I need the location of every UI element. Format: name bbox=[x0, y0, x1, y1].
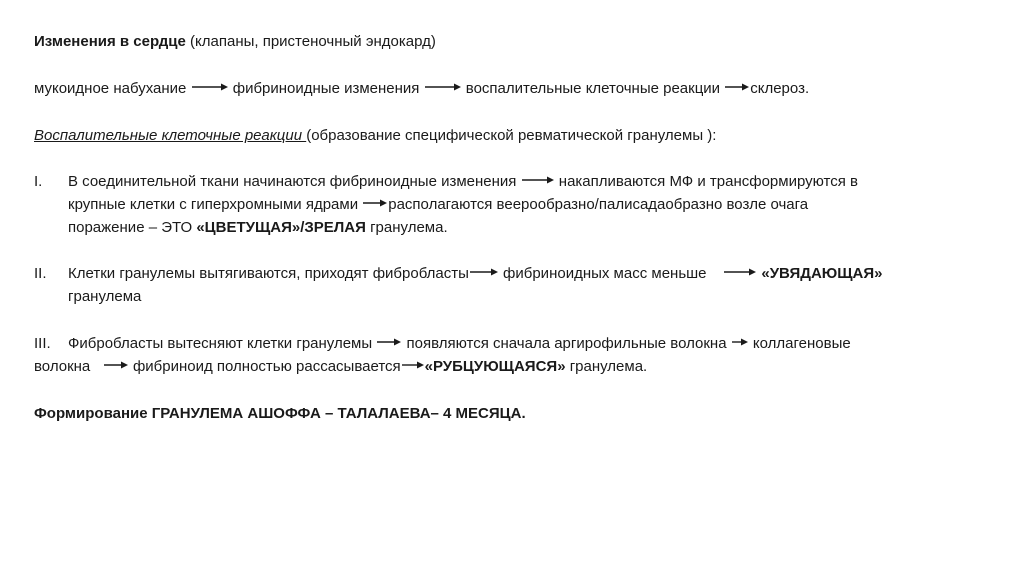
sequence-line bbox=[34, 79, 809, 99]
arrow-right-icon bbox=[191, 83, 229, 91]
arrow-right-icon bbox=[521, 176, 555, 184]
stage-2-line-1 bbox=[34, 264, 883, 284]
subheading bbox=[34, 126, 716, 146]
stage-1-line-1 bbox=[34, 172, 858, 192]
stage-3-text-b: появляются сначала аргирофильные волокна bbox=[406, 335, 727, 352]
arrow-right-icon bbox=[401, 361, 425, 369]
stage-1-line-2 bbox=[68, 195, 808, 215]
stage-1-bold: «ЦВЕТУЩАЯ»/ЗРЕЛАЯ bbox=[196, 219, 366, 236]
stage-2-line-2 bbox=[68, 287, 141, 307]
arrow-right-icon bbox=[723, 268, 757, 276]
stage-1-text-d: располагаются веерообразно/палисадаобразно возле очага bbox=[388, 196, 809, 213]
stage-1-text-e: поражение – ЭТО bbox=[68, 219, 197, 236]
stage-3-text-a: Фибробласты вытесняют клетки гранулемы bbox=[68, 335, 373, 352]
stage-1-text-b: накапливаются МФ и трансформируются в bbox=[558, 173, 859, 190]
stage-1-marker: I. bbox=[34, 173, 43, 190]
arrow-right-icon bbox=[376, 338, 402, 346]
sequence-step-2: фибриноидные изменения bbox=[232, 80, 420, 97]
conclusion: Формирование ГРАНУЛЕМА АШОФФА – ТАЛАЛАЕВА– 4 МЕСЯЦА. bbox=[34, 405, 526, 422]
subheading-italic: Воспалительные клеточные реакции bbox=[34, 127, 307, 144]
heading-rest: (клапаны, пристеночный эндокард) bbox=[185, 33, 436, 50]
stage-2-text-b: фибриноидных масс меньше bbox=[503, 265, 707, 282]
stage-3-text-c: коллагеновые bbox=[752, 335, 851, 352]
stage-2-text-c: гранулема bbox=[68, 288, 142, 305]
stage-2-bold: «УВЯДАЮЩАЯ» bbox=[761, 265, 883, 282]
arrow-right-icon bbox=[731, 338, 749, 346]
arrow-right-icon bbox=[103, 361, 129, 369]
heading-bold: Изменения в сердце bbox=[34, 33, 186, 50]
stage-3-text-e: фибриноид полностью рассасывается bbox=[132, 358, 401, 375]
arrow-right-icon bbox=[724, 83, 750, 91]
arrow-right-icon bbox=[424, 83, 462, 91]
stage-3-bold: «РУБЦУЮЩАЯСЯ» bbox=[424, 358, 566, 375]
stage-1-text-c: крупные клетки с гиперхромными ядрами bbox=[68, 196, 359, 213]
heading bbox=[34, 32, 436, 52]
stage-1-line-3 bbox=[68, 218, 448, 238]
stage-2-text-a: Клетки гранулемы вытягиваются, приходят фибробласты bbox=[68, 265, 469, 282]
stage-3-text-f: гранулема. bbox=[565, 358, 648, 375]
stage-1-text-a: В соединительной ткани начинаются фибриноидные изменения bbox=[68, 173, 517, 190]
stage-2-marker: II. bbox=[34, 265, 47, 282]
stage-3-line-2 bbox=[34, 357, 647, 377]
arrow-right-icon bbox=[469, 268, 499, 276]
subheading-rest: (образование специфической ревматической гранулемы ): bbox=[306, 127, 717, 144]
sequence-step-1: мукоидное набухание bbox=[34, 80, 187, 97]
arrow-right-icon bbox=[362, 199, 388, 207]
stage-3-marker: III. bbox=[34, 335, 51, 352]
stage-3-text-d: волокна bbox=[34, 358, 91, 375]
stage-1-text-f: гранулема. bbox=[365, 219, 448, 236]
sequence-step-4: склероз. bbox=[750, 80, 810, 97]
stage-3-line-1 bbox=[34, 334, 851, 354]
sequence-step-3: воспалительные клеточные реакции bbox=[465, 80, 721, 97]
